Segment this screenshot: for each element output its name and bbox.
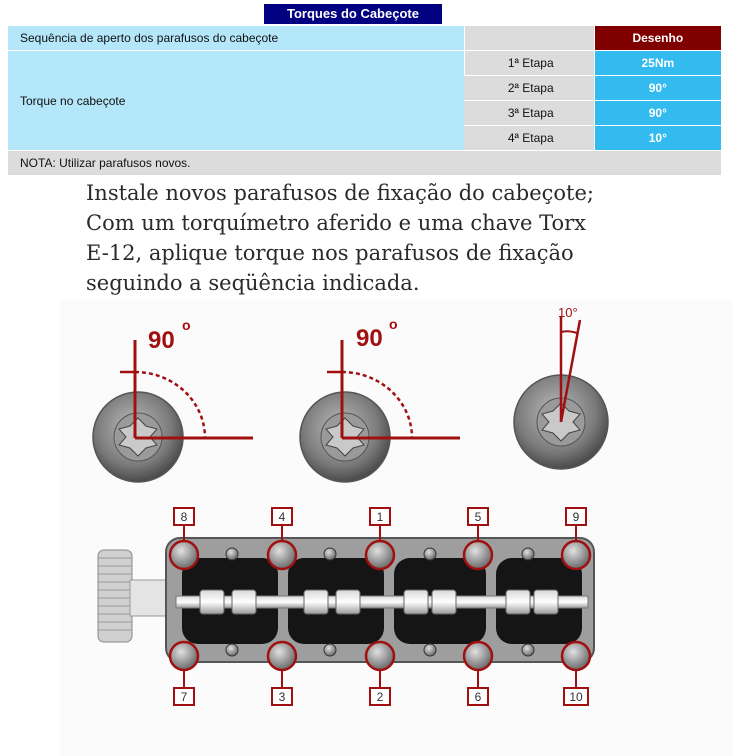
torque-table (8, 26, 721, 176)
empty-cell (464, 26, 593, 51)
tightening-diagram (0, 300, 733, 756)
bolt-number: 2 (376, 690, 384, 704)
step-label: 2ª Etapa (464, 76, 593, 101)
step-label: 4ª Etapa (464, 126, 593, 151)
instruction-line: Instale novos parafusos de fixação do cabeçote; (86, 181, 594, 205)
table-row (8, 51, 721, 76)
instruction-line: E-12, aplique torque nos parafusos de fixação (86, 241, 574, 265)
degree-mark: o (182, 317, 191, 333)
torque-label: Torque no cabeçote (8, 51, 464, 151)
diagram-background (60, 300, 733, 756)
step-label: 1ª Etapa (464, 51, 593, 76)
step-value: 10° (594, 126, 721, 151)
step-value: 25Nm (594, 51, 721, 76)
bolt-number: 9 (572, 510, 580, 524)
degree-mark: o (389, 316, 398, 332)
bolt-number: 5 (474, 510, 482, 524)
angle-label: 90 (148, 327, 175, 354)
bolt-number: 3 (278, 690, 286, 704)
angle-label: 10° (558, 305, 578, 320)
page-title: Torques do Cabeçote (264, 4, 442, 24)
instruction-line: seguindo a seqüência indicada. (86, 271, 420, 295)
bolt-number: 7 (180, 690, 188, 704)
table-row (8, 26, 721, 51)
bolt-number: 8 (180, 510, 188, 524)
step-label: 3ª Etapa (464, 101, 593, 126)
bolt-number: 6 (474, 690, 482, 704)
bolt-number: 4 (278, 510, 286, 524)
angle-label: 90 (356, 325, 383, 352)
instructions-text (86, 178, 631, 298)
step-value: 90° (594, 76, 721, 101)
bolt-number: 1 (376, 510, 384, 524)
table-row (8, 151, 721, 176)
drawing-header: Desenho (594, 26, 721, 51)
step-value: 90° (594, 101, 721, 126)
note-text: NOTA: Utilizar parafusos novos. (8, 151, 721, 176)
sequence-label: Sequência de aperto dos parafusos do cabeçote (8, 26, 464, 51)
bolt-number: 10 (569, 690, 583, 704)
pulley-icon (98, 550, 132, 642)
instruction-line: Com um torquímetro aferido e uma chave Torx (86, 211, 587, 235)
